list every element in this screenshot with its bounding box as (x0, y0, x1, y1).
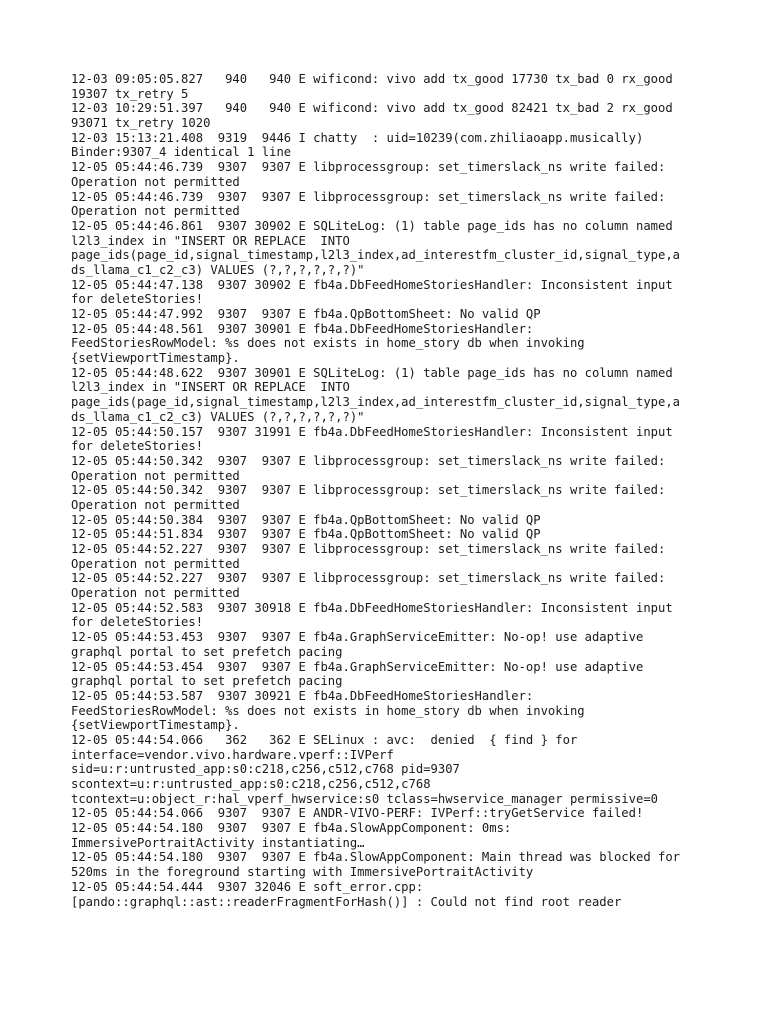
log-line: 12-05 05:44:46.739 9307 9307 E libprocessgroup: set_timerslack_ns write failed: (71, 189, 666, 204)
log-line: ds_llama_c1_c2_c3) VALUES (?,?,?,?,?,?)" (71, 409, 365, 424)
log-line: 19307 tx_retry 5 (71, 86, 189, 101)
log-line: 12-05 05:44:50.157 9307 31991 E fb4a.DbFeedHomeStoriesHandler: Inconsistent input (71, 424, 673, 439)
log-line: 12-05 05:44:51.834 9307 9307 E fb4a.QpBottomSheet: No valid QP (71, 527, 541, 542)
log-line: for deleteStories! (71, 292, 204, 307)
log-line: 12-03 09:05:05.827 940 940 E wificond: vivo add tx_good 17730 tx_bad 0 rx_good (71, 72, 673, 86)
log-line: 12-05 05:44:48.561 9307 30901 E fb4a.DbFeedHomeStoriesHandler: (71, 321, 534, 336)
log-line: {setViewportTimestamp}. (71, 718, 240, 733)
log-line: 12-05 05:44:50.342 9307 9307 E libprocessgroup: set_timerslack_ns write failed: (71, 483, 666, 498)
log-line: for deleteStories! (71, 615, 204, 630)
log-line: Binder:9307_4 identical 1 line (71, 145, 292, 160)
log-line: 12-05 05:44:53.587 9307 30921 E fb4a.DbFeedHomeStoriesHandler: (71, 688, 534, 703)
log-line: l2l3_index in "INSERT OR REPLACE INTO (71, 380, 350, 395)
log-line: 12-03 15:13:21.408 9319 9446 I chatty : uid=10239(com.zhiliaoapp.musically) (71, 130, 644, 145)
log-line: graphql portal to set prefetch pacing (71, 674, 343, 689)
log-line: page_ids(page_id,signal_timestamp,l2l3_index,ad_interestfm_cluster_id,signal_type,a (71, 248, 681, 263)
log-line: 12-05 05:44:53.453 9307 9307 E fb4a.GraphServiceEmitter: No-op! use adaptive (71, 630, 644, 645)
log-line: 12-05 05:44:52.227 9307 9307 E libprocessgroup: set_timerslack_ns write failed: (71, 542, 666, 556)
log-line: ImmersivePortraitActivity instantiating… (71, 835, 365, 850)
log-line: 12-05 05:44:47.138 9307 30902 E fb4a.DbFeedHomeStoriesHandler: Inconsistent input (71, 277, 673, 292)
log-line: FeedStoriesRowModel: %s does not exists in home_story db when invoking (71, 703, 585, 718)
log-line: 12-05 05:44:52.227 9307 9307 E libprocessgroup: set_timerslack_ns write failed: (71, 571, 666, 586)
log-line: 12-05 05:44:52.583 9307 30918 E fb4a.DbFeedHomeStoriesHandler: Inconsistent input (71, 600, 673, 615)
log-line: 12-05 05:44:54.066 9307 9307 E ANDR-VIVO-PERF: IVPerf::tryGetService failed! (71, 806, 644, 821)
log-line: interface=vendor.vivo.hardware.vperf::IVPerf (71, 747, 394, 762)
log-line: Operation not permitted (71, 497, 240, 512)
log-line: Operation not permitted (71, 204, 240, 219)
log-line: scontext=u:r:untrusted_app:s0:c218,c256,c512,c768 (71, 777, 431, 791)
log-line: 12-05 05:44:46.861 9307 30902 E SQLiteLog: (1) table page_ids has no column named (71, 218, 673, 233)
log-line: graphql portal to set prefetch pacing (71, 644, 343, 659)
log-line: FeedStoriesRowModel: %s does not exists in home_story db when invoking (71, 336, 585, 351)
log-line: 12-05 05:44:54.180 9307 9307 E fb4a.SlowAppComponent: 0ms: (71, 821, 512, 836)
log-line: page_ids(page_id,signal_timestamp,l2l3_index,ad_interestfm_cluster_id,signal_type,a (71, 395, 681, 410)
log-line: Operation not permitted (71, 468, 240, 483)
log-line: 12-05 05:44:53.454 9307 9307 E fb4a.GraphServiceEmitter: No-op! use adaptive (71, 659, 644, 674)
log-line: sid=u:r:untrusted_app:s0:c218,c256,c512,c768 pid=9307 (71, 762, 460, 777)
log-line: Operation not permitted (71, 556, 240, 571)
log-line: 12-05 05:44:50.342 9307 9307 E libprocessgroup: set_timerslack_ns write failed: (71, 453, 666, 468)
log-line: Operation not permitted (71, 586, 240, 601)
log-line: ds_llama_c1_c2_c3) VALUES (?,?,?,?,?,?)" (71, 262, 365, 277)
log-line: 93071 tx_retry 1020 (71, 116, 211, 131)
log-line: 12-05 05:44:54.066 362 362 E SELinux : avc: denied { find } for (71, 732, 578, 747)
log-line: {setViewportTimestamp}. (71, 351, 240, 366)
log-line: tcontext=u:object_r:hal_vperf_hwservice:s0 tclass=hwservice_manager permissive=0 (71, 791, 658, 806)
log-line: 12-05 05:44:54.444 9307 32046 E soft_error.cpp: (71, 879, 424, 894)
log-line: [pando::graphql::ast::readerFragmentForHash()] : Could not find root reader (71, 894, 622, 909)
log-document (71, 72, 701, 909)
log-line: 12-05 05:44:54.180 9307 9307 E fb4a.SlowAppComponent: Main thread was blocked for (71, 850, 681, 865)
log-line: 12-05 05:44:48.622 9307 30901 E SQLiteLog: (1) table page_ids has no column named (71, 365, 673, 380)
log-line: l2l3_index in "INSERT OR REPLACE INTO (71, 233, 350, 248)
log-line: for deleteStories! (71, 439, 204, 454)
log-line: 12-05 05:44:46.739 9307 9307 E libprocessgroup: set_timerslack_ns write failed: (71, 160, 666, 175)
log-line: 12-05 05:44:50.384 9307 9307 E fb4a.QpBottomSheet: No valid QP (71, 512, 541, 527)
log-line: Operation not permitted (71, 174, 240, 189)
log-line: 12-05 05:44:47.992 9307 9307 E fb4a.QpBottomSheet: No valid QP (71, 307, 541, 321)
log-line: 520ms in the foreground starting with ImmersivePortraitActivity (71, 865, 534, 880)
log-line: 12-03 10:29:51.397 940 940 E wificond: vivo add tx_good 82421 tx_bad 2 rx_good (71, 101, 673, 116)
